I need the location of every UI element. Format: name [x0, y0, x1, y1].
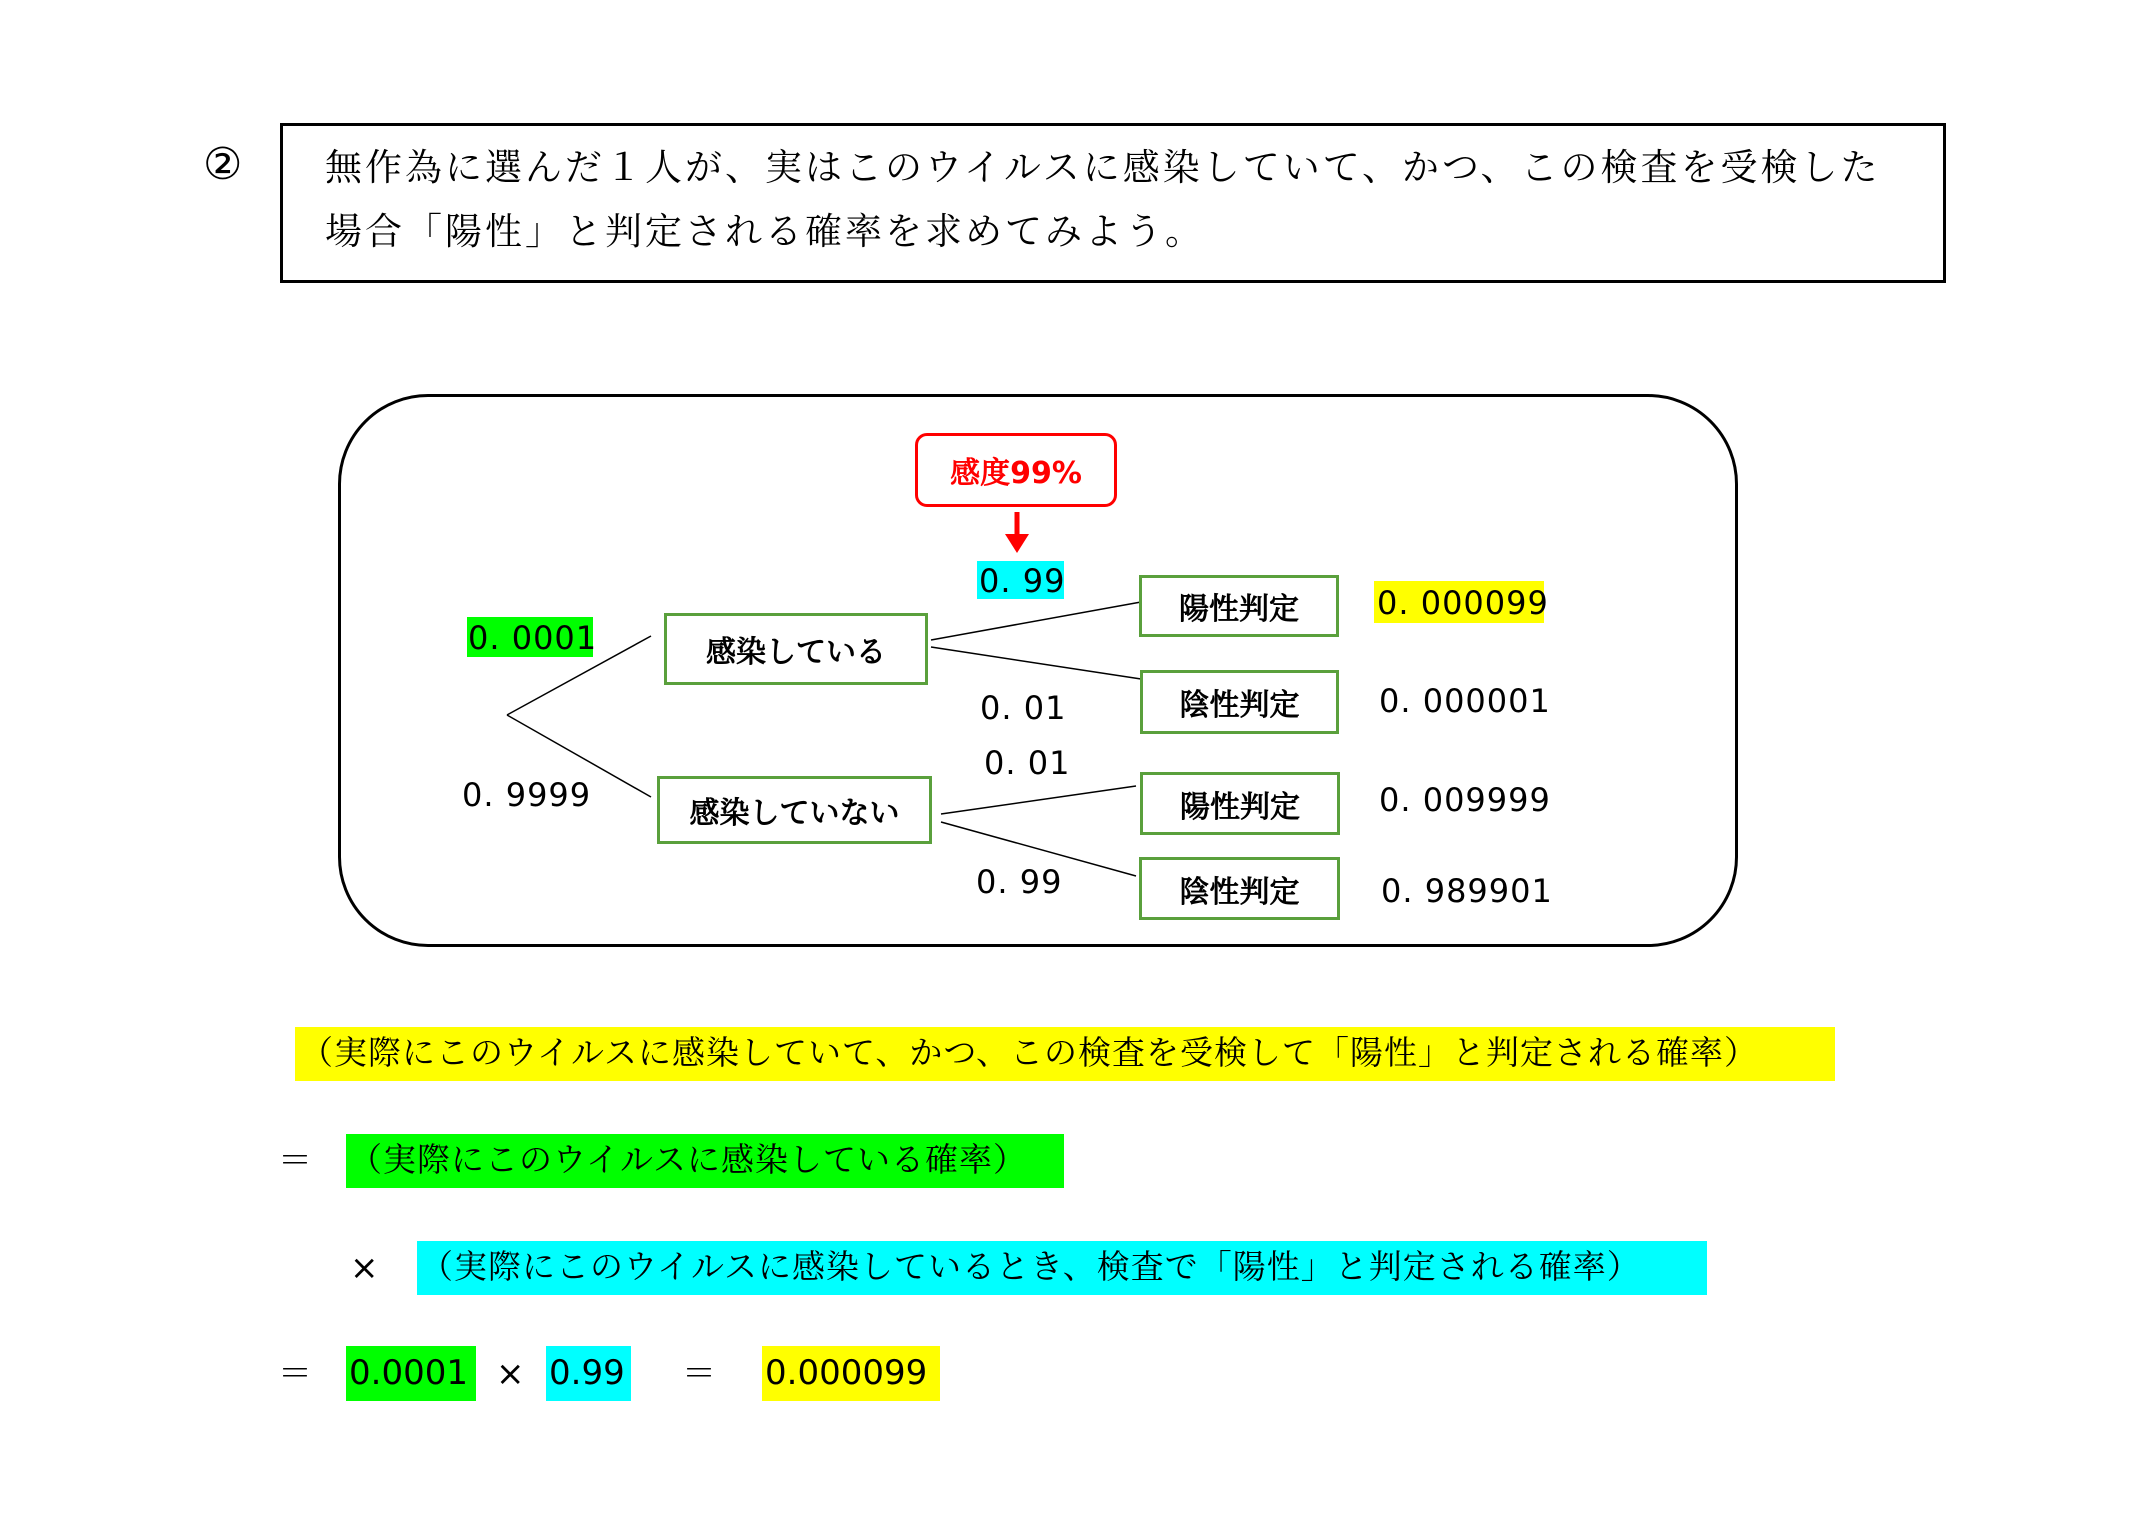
red-down-arrow	[1005, 512, 1029, 553]
infected-neg-prob: 0. 01	[980, 689, 1067, 727]
notinf-pos-prob: 0. 01	[984, 744, 1071, 782]
branch-notinf-pos	[941, 786, 1136, 814]
leaf-negative-1: 陰性判定	[1140, 670, 1339, 734]
leaf-negative-2: 陰性判定	[1139, 857, 1340, 920]
result-1: 0. 000099	[1377, 584, 1549, 622]
question-line-1: 無作為に選んだ１人が、実はこのウイルスに感染していて、かつ、この検査を受検した	[325, 146, 1881, 189]
equals-sign-1: ＝	[278, 1141, 312, 1181]
times-sign-2: ×	[496, 1354, 525, 1394]
result-2: 0. 000001	[1379, 682, 1551, 720]
branch-infected-pos	[931, 602, 1141, 640]
equals-sign-3: ＝	[682, 1354, 716, 1394]
branch-infected-neg	[931, 647, 1141, 679]
value-infection-prob: 0.0001	[349, 1353, 468, 1393]
value-result: 0.000099	[765, 1353, 928, 1393]
explanation-line-3: （実際にこのウイルスに感染しているとき、検査で「陽性」と判定される確率）	[420, 1247, 1641, 1286]
sensitivity-label: 感度99%	[950, 456, 1082, 491]
infected-pos-prob: 0. 99	[979, 562, 1066, 600]
root-lower-prob: 0. 9999	[462, 776, 592, 814]
times-sign-1: ×	[350, 1248, 379, 1288]
explanation-line-1: （実際にこのウイルスに感染していて、かつ、この検査を受検して「陽性」と判定される確率）	[300, 1033, 1759, 1072]
root-upper-prob: 0. 0001	[468, 619, 598, 657]
explanation-line-2: （実際にこのウイルスに感染している確率）	[349, 1140, 1028, 1179]
equals-sign-2: ＝	[278, 1354, 312, 1394]
result-4: 0. 989901	[1381, 872, 1553, 910]
question-line-2: 場合「陽性」と判定される確率を求めてみよう。	[325, 210, 1205, 253]
value-sensitivity: 0.99	[549, 1353, 625, 1393]
node-not-infected: 感染していない	[657, 776, 932, 844]
question-number: ②	[203, 139, 243, 190]
leaf-positive-2: 陽性判定	[1140, 772, 1340, 835]
node-infected: 感染している	[664, 613, 928, 685]
result-3: 0. 009999	[1379, 781, 1551, 819]
sensitivity-callout	[915, 433, 1117, 507]
notinf-neg-prob: 0. 99	[976, 863, 1063, 901]
leaf-positive-1: 陽性判定	[1139, 575, 1339, 637]
